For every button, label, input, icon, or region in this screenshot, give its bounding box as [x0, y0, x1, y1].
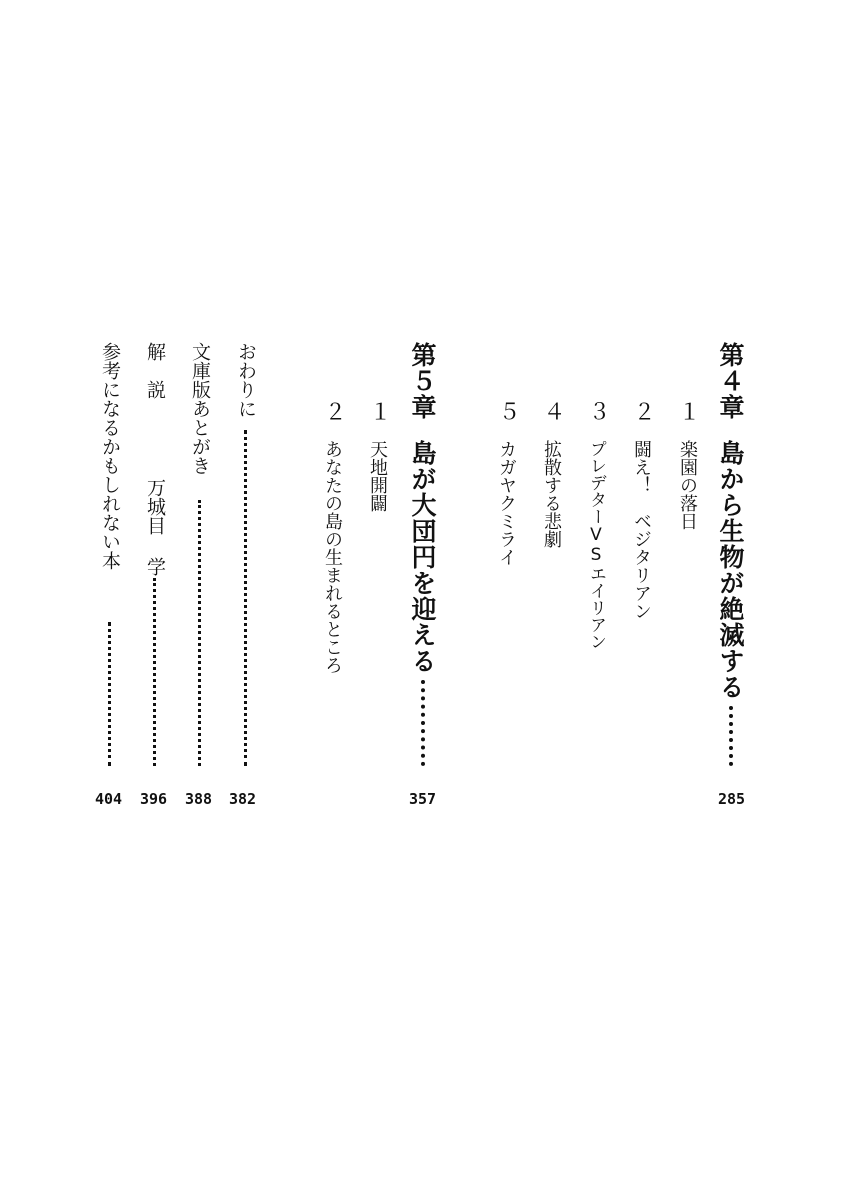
- chapter5-page: 357: [409, 790, 437, 808]
- section-4-1-title: 楽園の落日: [677, 440, 698, 530]
- section-4-4-number: ４: [540, 400, 565, 422]
- endmatter-afterword-page: 382: [229, 790, 257, 808]
- section-4-5-number: ５: [495, 400, 520, 422]
- section-5-1-number: １: [366, 400, 391, 422]
- chapter4-leader: [729, 706, 737, 766]
- endmatter-commentary-leader: [153, 578, 160, 766]
- chapter4-title: 島から生物が絶滅する: [716, 440, 745, 700]
- endmatter-commentary-title: 解 説: [144, 342, 166, 399]
- endmatter-afterword-title: おわりに: [235, 342, 257, 418]
- endmatter-commentary-page: 396: [140, 790, 168, 808]
- endmatter-afterword-leader: [244, 430, 251, 766]
- section-5-1-title: 天地開闢: [367, 440, 388, 512]
- section-4-1-number: １: [675, 400, 700, 422]
- chapter5-title: 島が大団円を迎える: [408, 440, 437, 674]
- section-5-2-number: ２: [321, 400, 346, 422]
- endmatter-references-title: 参考になるかもしれない本: [99, 342, 121, 570]
- section-5-2-title: あなたの島の生まれるところ: [322, 440, 343, 674]
- chapter4-page: 285: [718, 790, 746, 808]
- section-4-5-title: カガヤクミライ: [496, 440, 517, 566]
- section-4-2-number: ２: [630, 400, 655, 422]
- section-4-3-number: ３: [585, 400, 610, 422]
- endmatter-references-leader: [108, 622, 115, 766]
- chapter5-leader: [421, 680, 429, 766]
- section-4-4-title: 拡散する悲劇: [541, 440, 562, 548]
- chapter4-label: 第４章: [716, 342, 745, 420]
- section-4-3-title: プレデターVSエイリアン: [586, 440, 606, 650]
- chapter5-label: 第５章: [408, 342, 437, 420]
- endmatter-bunko-afterword-leader: [198, 500, 205, 766]
- endmatter-commentary-author: 万城目 学: [144, 478, 166, 576]
- endmatter-references-page: 404: [95, 790, 123, 808]
- section-4-2-title: 闘え！ ベジタリアン: [631, 440, 652, 620]
- endmatter-bunko-afterword-page: 388: [185, 790, 213, 808]
- endmatter-bunko-afterword-title: 文庫版あとがき: [189, 342, 211, 475]
